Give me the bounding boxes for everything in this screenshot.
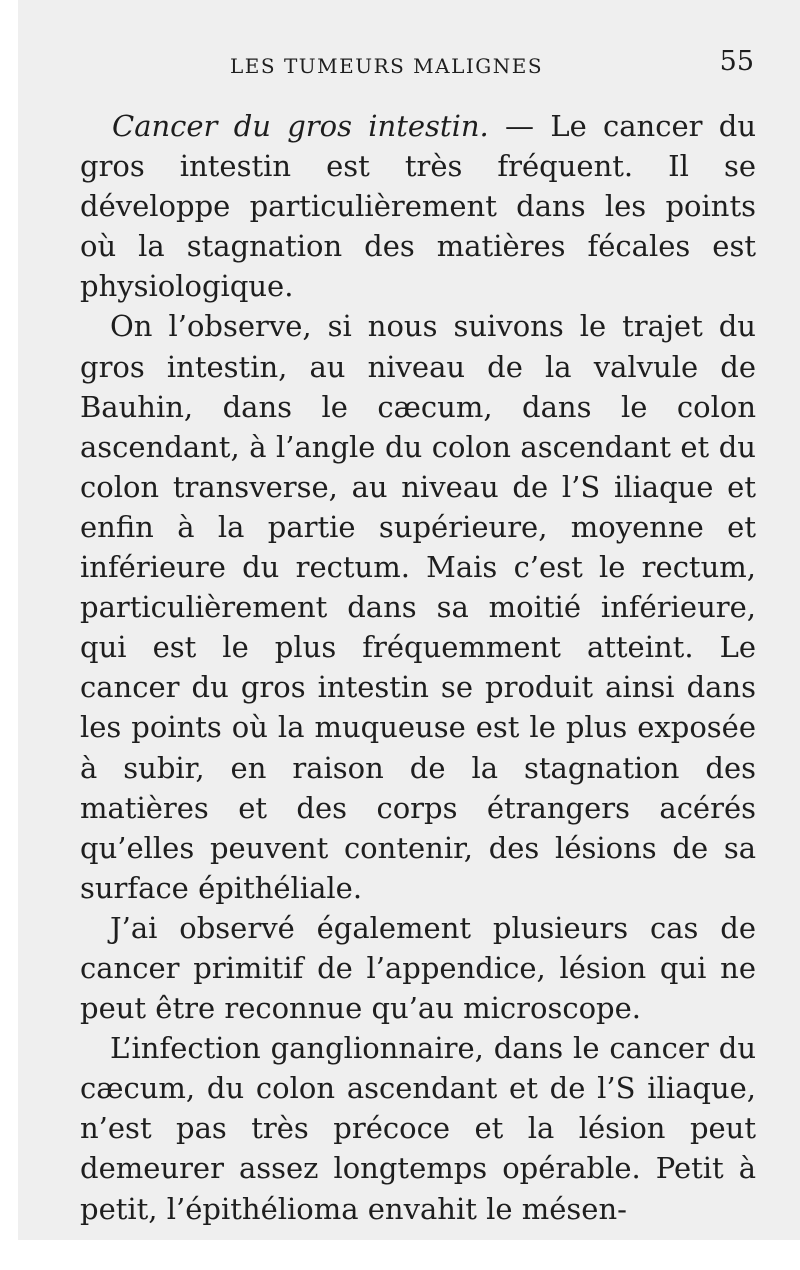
- body-text: [80, 106, 756, 1229]
- paragraph-2: On l’observe, si nous suivons le trajet du gros intestin, au niveau de la valvule de Bauhin, dans le cæcum, dans le colon ascendant, à l’angle du colon ascendant et du colon transverse, au niveau de l’S iliaque et enfin à la partie supérieure, moyenne et inférieure du rectum. Mais c’est le rectum, particulièrement dans sa moitié inférieure, qui est le plus fréquemment atteint. Le cancer du gros intestin se produit ainsi dans les points où la muqueuse est le plus exposée à subir, en raison de la stagnation des matières et des corps étrangers acérés qu’elles peuvent contenir, des lésions de sa surface épithéliale.: [80, 309, 756, 905]
- page-header: [80, 46, 756, 86]
- paragraph-3: J’ai observé également plusieurs cas de cancer primitif de l’appendice, lésion qui ne peut être reconnue qu’au microscope.: [80, 910, 756, 1026]
- title-dash: —: [488, 109, 551, 143]
- paragraph-1-text: Le cancer du gros intestin est très fréquent. Il se développe particulièrement dans les points où la stagnation des matières fécales est physiologique.: [80, 109, 757, 304]
- page-number: 55: [719, 46, 754, 77]
- section-title: Cancer du gros intestin.: [112, 109, 489, 143]
- paragraph-4: L’infection ganglionnaire, dans le cancer du cæcum, du colon ascendant et de l’S iliaque, n’est pas très précoce et la lésion peut demeurer assez longtemps opérable. Petit à petit, l’épithélioma envahit le mésen-: [80, 1031, 756, 1226]
- running-head: LES TUMEURS MALIGNES: [230, 54, 544, 78]
- paragraph-1: [80, 106, 756, 306]
